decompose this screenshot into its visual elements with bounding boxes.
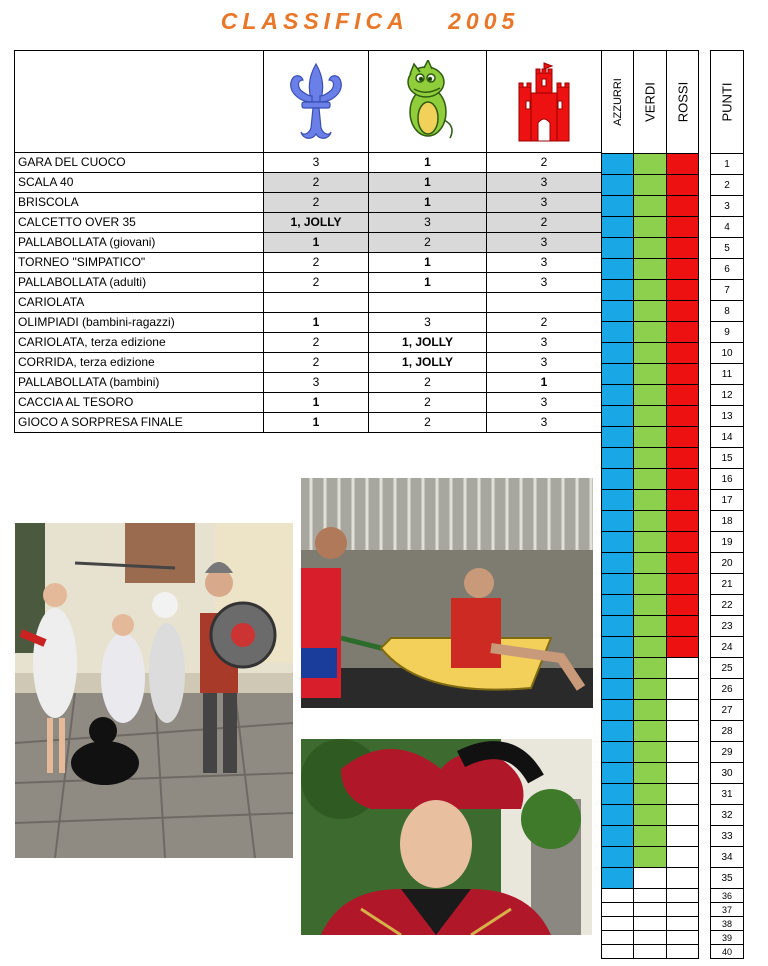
rossi-point-cell [667,532,699,553]
rossi-rank-cell: 3 [487,333,602,353]
verdi-header-cell [369,51,487,153]
verdi-point-cell [634,154,667,175]
verdi-point-cell [634,868,667,889]
azzurri-point-cell [601,196,634,217]
rossi-point-cell [667,574,699,595]
grid-row [601,917,699,931]
points-number: 2 [710,175,744,196]
azzurri-rank-cell: 2 [264,193,369,213]
grid-row [601,280,699,301]
azzurri-point-cell [601,889,634,903]
grid-row [601,469,699,490]
rossi-rank-cell: 3 [487,193,602,213]
azzurri-point-cell [601,945,634,959]
grid-row [601,490,699,511]
grid-row [601,721,699,742]
azzurri-point-cell [601,742,634,763]
rossi-point-cell [667,217,699,238]
rossi-point-cell [667,301,699,322]
azzurri-point-cell [601,805,634,826]
verdi-rank-cell: 1, JOLLY [369,333,487,353]
azzurri-point-cell [601,574,634,595]
grid-row [601,679,699,700]
header-empty-cell [15,51,264,153]
grid-row [601,616,699,637]
points-number: 17 [710,490,744,511]
rossi-rank-cell: 3 [487,353,602,373]
azzurri-point-cell [601,903,634,917]
verdi-point-cell [634,238,667,259]
rossi-label: ROSSI [675,81,690,123]
grid-row [601,532,699,553]
azzurri-point-cell [601,595,634,616]
azzurri-rank-cell: 3 [264,373,369,393]
verdi-point-cell [634,259,667,280]
verdi-point-cell [634,805,667,826]
verdi-point-cell [634,574,667,595]
verdi-point-cell [634,658,667,679]
points-number: 22 [710,595,744,616]
azzurri-point-cell [601,784,634,805]
points-number: 7 [710,280,744,301]
azzurri-rank-cell: 2 [264,173,369,193]
azzurri-point-cell [601,469,634,490]
verdi-point-cell [634,280,667,301]
rossi-point-cell [667,427,699,448]
points-number: 18 [710,511,744,532]
grid-row [601,259,699,280]
rossi-point-cell [667,847,699,868]
verdi-rank-cell: 2 [369,413,487,433]
azzurri-point-cell [601,301,634,322]
azzurri-point-cell [601,322,634,343]
rossi-rank-cell: 3 [487,273,602,293]
points-number: 26 [710,679,744,700]
azzurri-point-cell [601,385,634,406]
fleur-de-lis-icon [285,62,347,142]
grid-row [601,742,699,763]
grid-row [601,154,699,175]
azzurri-point-cell [601,700,634,721]
grid-row [601,945,699,959]
points-number: 30 [710,763,744,784]
grid-row [601,805,699,826]
game-name-cell: GARA DEL CUOCO [15,153,264,173]
azzurri-rank-cell: 2 [264,333,369,353]
table-row [15,353,602,373]
rossi-rank-cell [487,293,602,313]
rossi-point-cell [667,553,699,574]
azzurri-point-cell [601,868,634,889]
table-row [15,293,602,313]
verdi-point-cell [634,553,667,574]
points-number: 37 [710,903,744,917]
points-number: 24 [710,637,744,658]
points-number: 31 [710,784,744,805]
points-number: 4 [710,217,744,238]
red-castle-icon [517,61,571,143]
table-row [15,373,602,393]
rossi-rank-cell: 2 [487,213,602,233]
verdi-point-cell [634,742,667,763]
points-number: 9 [710,322,744,343]
points-number: 29 [710,742,744,763]
grid-row [601,700,699,721]
points-number: 5 [710,238,744,259]
rossi-point-cell [667,805,699,826]
table-row [15,153,602,173]
games-table [14,50,602,433]
grid-row [601,406,699,427]
points-number: 39 [710,931,744,945]
azzurri-rank-cell: 1 [264,413,369,433]
table-row [15,333,602,353]
azzurri-rank-cell: 3 [264,153,369,173]
rossi-rank-cell: 2 [487,313,602,333]
azzurri-rank-cell: 1, JOLLY [264,213,369,233]
azzurri-point-cell [601,175,634,196]
azzurri-header-cell [264,51,369,153]
azzurri-rank-cell: 2 [264,253,369,273]
rossi-point-cell [667,490,699,511]
azzurri-point-cell [601,721,634,742]
points-number: 27 [710,700,744,721]
rossi-column-header [667,50,699,154]
azzurri-point-cell [601,427,634,448]
grid-row [601,763,699,784]
game-name-cell: OLIMPIADI (bambini-ragazzi) [15,313,264,333]
verdi-point-cell [634,847,667,868]
grid-row [601,826,699,847]
points-number: 28 [710,721,744,742]
rossi-point-cell [667,784,699,805]
points-number: 14 [710,427,744,448]
verdi-rank-cell: 1 [369,193,487,213]
rossi-point-cell [667,343,699,364]
verdi-point-cell [634,595,667,616]
points-number: 33 [710,826,744,847]
grid-row [601,658,699,679]
points-number: 11 [710,364,744,385]
verdi-point-cell [634,217,667,238]
rossi-point-cell [667,826,699,847]
azzurri-point-cell [601,280,634,301]
points-number: 16 [710,469,744,490]
rossi-point-cell [667,280,699,301]
table-header-row [15,51,602,153]
grid-row [601,903,699,917]
verdi-point-cell [634,700,667,721]
azzurri-label: AZZURRI [611,78,624,126]
azzurri-point-cell [601,217,634,238]
rossi-rank-cell: 1 [487,373,602,393]
points-number: 13 [710,406,744,427]
verdi-point-cell [634,175,667,196]
table-row [15,253,602,273]
verdi-point-cell [634,931,667,945]
azzurri-point-cell [601,637,634,658]
rossi-rank-cell: 3 [487,253,602,273]
grid-row [601,847,699,868]
verdi-rank-cell: 3 [369,213,487,233]
azzurri-rank-cell: 1 [264,393,369,413]
verdi-point-cell [634,322,667,343]
rossi-point-cell [667,637,699,658]
azzurri-point-cell [601,490,634,511]
table-row [15,213,602,233]
rossi-point-cell [667,658,699,679]
rossi-point-cell [667,742,699,763]
table-row [15,413,602,433]
verdi-point-cell [634,616,667,637]
team-points-grid [601,50,699,959]
verdi-point-cell [634,532,667,553]
grid-row [601,343,699,364]
points-number: 32 [710,805,744,826]
rossi-point-cell [667,903,699,917]
points-number: 19 [710,532,744,553]
rossi-point-cell [667,511,699,532]
rossi-point-cell [667,259,699,280]
rossi-header-cell [487,51,602,153]
points-number: 35 [710,868,744,889]
verdi-point-cell [634,448,667,469]
game-name-cell: PALLABOLLATA (adulti) [15,273,264,293]
rossi-rank-cell: 3 [487,233,602,253]
azzurri-column-header [601,50,634,154]
rossi-point-cell [667,763,699,784]
points-column-header [710,50,744,154]
azzurri-point-cell [601,511,634,532]
green-dragon-icon [400,60,456,144]
verdi-point-cell [634,917,667,931]
azzurri-point-cell [601,364,634,385]
grid-row [601,175,699,196]
points-number: 21 [710,574,744,595]
table-row [15,393,602,413]
table-row [15,193,602,213]
verdi-point-cell [634,903,667,917]
points-label: PUNTI [719,82,735,122]
grid-row [601,301,699,322]
verdi-rank-cell [369,293,487,313]
verdi-point-cell [634,784,667,805]
rossi-rank-cell: 3 [487,413,602,433]
azzurri-rank-cell [264,293,369,313]
rossi-point-cell [667,917,699,931]
points-number: 40 [710,945,744,959]
verdi-point-cell [634,427,667,448]
verdi-point-cell [634,511,667,532]
verdi-point-cell [634,196,667,217]
azzurri-point-cell [601,616,634,637]
rossi-rank-cell: 2 [487,153,602,173]
rossi-point-cell [667,322,699,343]
grid-row [601,196,699,217]
game-name-cell: BRISCOLA [15,193,264,213]
wheelbarrow-race-photo [301,478,593,708]
azzurri-point-cell [601,448,634,469]
game-name-cell: CARIOLATA [15,293,264,313]
rossi-point-cell [667,175,699,196]
verdi-point-cell [634,364,667,385]
verdi-point-cell [634,826,667,847]
verdi-rank-cell: 1 [369,173,487,193]
game-name-cell: PALLABOLLATA (bambini) [15,373,264,393]
verdi-rank-cell: 2 [369,233,487,253]
rossi-point-cell [667,700,699,721]
verdi-point-cell [634,301,667,322]
game-name-cell: CARIOLATA, terza edizione [15,333,264,353]
grid-row [601,553,699,574]
grid-row [601,385,699,406]
table-row [15,233,602,253]
grid-row [601,238,699,259]
rossi-point-cell [667,154,699,175]
grid-row [601,868,699,889]
azzurri-rank-cell: 1 [264,313,369,333]
verdi-point-cell [634,637,667,658]
grid-row [601,448,699,469]
rossi-point-cell [667,616,699,637]
grid-row [601,217,699,238]
azzurri-point-cell [601,658,634,679]
azzurri-point-cell [601,931,634,945]
points-number: 38 [710,917,744,931]
rossi-point-cell [667,469,699,490]
table-row [15,273,602,293]
grid-row [601,511,699,532]
azzurri-point-cell [601,917,634,931]
game-name-cell: CORRIDA, terza edizione [15,353,264,373]
azzurri-point-cell [601,406,634,427]
verdi-rank-cell: 3 [369,313,487,333]
azzurri-point-cell [601,238,634,259]
rossi-rank-cell: 3 [487,173,602,193]
azzurri-point-cell [601,826,634,847]
grid-row [601,574,699,595]
rossi-point-cell [667,889,699,903]
rossi-point-cell [667,945,699,959]
points-number: 8 [710,301,744,322]
azzurri-rank-cell: 2 [264,273,369,293]
rossi-point-cell [667,406,699,427]
azzurri-point-cell [601,343,634,364]
points-number: 12 [710,385,744,406]
grid-row [601,427,699,448]
rossi-point-cell [667,448,699,469]
page-title [0,8,740,35]
grid-row [601,364,699,385]
verdi-rank-cell: 2 [369,393,487,413]
verdi-rank-cell: 1 [369,253,487,273]
verdi-point-cell [634,679,667,700]
rossi-point-cell [667,595,699,616]
verdi-rank-cell: 1 [369,153,487,173]
azzurri-point-cell [601,763,634,784]
table-row [15,173,602,193]
points-number: 34 [710,847,744,868]
points-number: 3 [710,196,744,217]
rossi-point-cell [667,238,699,259]
points-number: 15 [710,448,744,469]
rossi-point-cell [667,931,699,945]
verdi-point-cell [634,406,667,427]
verdi-point-cell [634,385,667,406]
rossi-rank-cell: 3 [487,393,602,413]
points-number: 36 [710,889,744,903]
rossi-point-cell [667,679,699,700]
grid-row [601,322,699,343]
verdi-point-cell [634,469,667,490]
points-number: 20 [710,553,744,574]
game-name-cell: CACCIA AL TESORO [15,393,264,413]
points-number: 1 [710,154,744,175]
verdi-point-cell [634,343,667,364]
game-name-cell: TORNEO "SIMPATICO" [15,253,264,273]
verdi-rank-cell: 1, JOLLY [369,353,487,373]
azzurri-point-cell [601,259,634,280]
points-number: 6 [710,259,744,280]
verdi-point-cell [634,721,667,742]
verdi-column-header [634,50,667,154]
game-name-cell: PALLABOLLATA (giovani) [15,233,264,253]
verdi-label: VERDI [642,82,658,122]
costume-group-photo [15,523,293,858]
azzurri-rank-cell: 1 [264,233,369,253]
azzurri-point-cell [601,154,634,175]
azzurri-point-cell [601,553,634,574]
grid-row [601,931,699,945]
grid-row [601,784,699,805]
points-number: 23 [710,616,744,637]
grid-row [601,637,699,658]
rossi-point-cell [667,364,699,385]
points-scale [710,50,744,959]
jester-portrait-photo [301,739,592,935]
title-year: 2005 [448,8,520,34]
azzurri-rank-cell: 2 [264,353,369,373]
points-number: 25 [710,658,744,679]
verdi-point-cell [634,889,667,903]
game-name-cell: GIOCO A SORPRESA FINALE [15,413,264,433]
verdi-point-cell [634,490,667,511]
verdi-point-cell [634,763,667,784]
table-row [15,313,602,333]
rossi-point-cell [667,868,699,889]
title-word: CLASSIFICA [220,8,409,34]
rossi-point-cell [667,721,699,742]
grid-row [601,889,699,903]
points-number: 10 [710,343,744,364]
verdi-rank-cell: 1 [369,273,487,293]
azzurri-point-cell [601,532,634,553]
rossi-point-cell [667,196,699,217]
grid-row [601,595,699,616]
verdi-point-cell [634,945,667,959]
azzurri-point-cell [601,679,634,700]
game-name-cell: SCALA 40 [15,173,264,193]
game-name-cell: CALCETTO OVER 35 [15,213,264,233]
rossi-point-cell [667,385,699,406]
azzurri-point-cell [601,847,634,868]
verdi-rank-cell: 2 [369,373,487,393]
